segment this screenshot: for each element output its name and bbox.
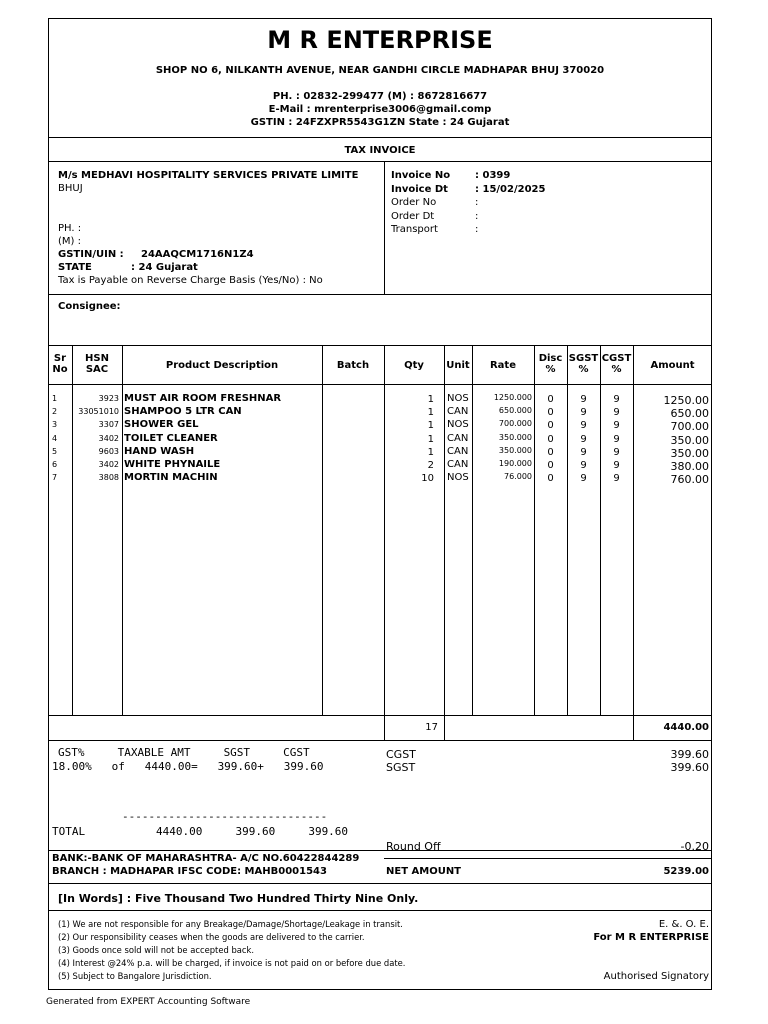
divider xyxy=(48,384,712,385)
row-qty: 10 xyxy=(421,473,434,485)
bank-line-2: BRANCH : MADHAPAR IFSC CODE: MAHB0001543 xyxy=(52,866,327,877)
col-amount: Amount xyxy=(650,360,695,371)
buyer-state-label: STATE xyxy=(58,262,92,273)
row-qty: 1 xyxy=(427,446,434,458)
gst-summary-dashes: ------------------------------- xyxy=(122,810,328,823)
invoice-info-value: : 0399 xyxy=(475,170,511,181)
row-description: SHAMPOO 5 LTR CAN xyxy=(124,406,242,418)
col-qty: Qty xyxy=(404,360,424,371)
divider xyxy=(384,858,712,859)
row-description: HAND WASH xyxy=(124,445,195,457)
term-item: (5) Subject to Bangalore Jurisdiction. xyxy=(58,971,212,981)
row-sgst: 9 xyxy=(580,420,587,432)
row-unit: NOS xyxy=(447,472,469,484)
doc-title: TAX INVOICE xyxy=(344,145,416,156)
total-qty: 17 xyxy=(425,722,438,733)
footer-note: Generated from EXPERT Accounting Software xyxy=(46,997,251,1007)
invoice-info-label: Order Dt xyxy=(391,210,435,222)
row-sgst: 9 xyxy=(580,394,587,405)
round-off-label: Round Off xyxy=(386,840,441,853)
row-description: WHITE PHYNAILE xyxy=(124,459,221,470)
divider xyxy=(48,137,712,138)
tax-line-value: 399.60 xyxy=(670,761,709,774)
buyer-phone: PH. : xyxy=(58,223,82,234)
row-disc: 0 xyxy=(547,473,554,485)
col-rate: Rate xyxy=(489,360,516,371)
row-amount: 1250.00 xyxy=(663,394,709,407)
row-sgst: 9 xyxy=(580,446,587,458)
row-rate: 76.000 xyxy=(504,472,532,482)
row-sr: 2 xyxy=(52,407,58,417)
row-sr: 5 xyxy=(52,446,58,456)
buyer-name: M/s MEDHAVI HOSPITALITY SERVICES PRIVATE LIMITE xyxy=(58,170,359,181)
row-rate: 700.000 xyxy=(498,419,532,429)
buyer-mobile: (M) : xyxy=(58,236,81,247)
row-hsn: 33051010 xyxy=(78,407,119,417)
invoice-frame xyxy=(48,18,712,990)
divider xyxy=(48,345,712,346)
row-disc: 0 xyxy=(547,420,554,432)
consignee-label: Consignee: xyxy=(58,301,121,312)
divider xyxy=(48,883,712,884)
invoice-info-value: : xyxy=(475,224,479,235)
row-qty: 2 xyxy=(427,460,434,471)
gst-summary-header: GST% TAXABLE AMT SGST CGST xyxy=(58,746,310,759)
company-gstin: GSTIN : 24FZXPR5543G1ZN State : 24 Gujarat xyxy=(250,117,510,128)
row-sgst: 9 xyxy=(580,407,587,419)
gst-summary-row: 18.00% of 4440.00= 399.60+ 399.60 xyxy=(52,760,324,773)
invoice-info-label: Invoice Dt xyxy=(391,183,448,195)
row-unit: NOS xyxy=(447,393,469,404)
col-description: Product Description xyxy=(165,360,279,371)
row-unit: CAN xyxy=(447,459,469,470)
buyer-gstin-value: 24AAQCM1716N1Z4 xyxy=(141,249,254,260)
row-qty: 1 xyxy=(427,394,434,405)
row-sr: 6 xyxy=(52,460,58,469)
row-description: TOILET CLEANER xyxy=(124,432,218,444)
invoice-info-label: Order No xyxy=(391,197,437,208)
invoice-info-value: : 15/02/2025 xyxy=(475,183,546,195)
company-address: SHOP NO 6, NILKANTH AVENUE, NEAR GANDHI CIRCLE MADHAPAR BHUJ 370020 xyxy=(155,65,605,76)
company-email: E-Mail : mrenterprise3006@gmail.comp xyxy=(268,104,492,115)
for-company: For M R ENTERPRISE xyxy=(593,932,709,943)
row-disc: 0 xyxy=(547,433,554,445)
row-sr: 3 xyxy=(52,420,58,430)
row-qty: 1 xyxy=(427,433,434,445)
row-qty: 1 xyxy=(427,420,434,432)
authorised-signatory: Authorised Signatory xyxy=(603,971,709,982)
row-hsn: 3307 xyxy=(98,420,119,430)
row-description: MUST AIR ROOM FRESHNAR xyxy=(124,393,282,404)
row-cgst: 9 xyxy=(613,394,620,405)
eoe-note: E. &. O. E. xyxy=(658,919,709,930)
row-unit: CAN xyxy=(447,406,469,418)
divider xyxy=(48,161,712,162)
row-disc: 0 xyxy=(547,446,554,458)
divider xyxy=(48,850,712,851)
term-item: (3) Goods once sold will not be accepted back. xyxy=(58,945,255,955)
round-off-value: -0.20 xyxy=(680,840,709,853)
row-cgst: 9 xyxy=(613,460,620,471)
row-unit: CAN xyxy=(447,445,469,457)
row-rate: 350.000 xyxy=(498,445,532,455)
row-amount: 380.00 xyxy=(670,460,709,473)
divider xyxy=(48,910,712,911)
col-unit: Unit xyxy=(446,360,470,371)
row-cgst: 9 xyxy=(613,473,620,485)
invoice-info-value: : xyxy=(475,197,479,208)
amount-in-words: [In Words] : Five Thousand Two Hundred Thirty Nine Only. xyxy=(58,892,419,905)
row-amount: 350.00 xyxy=(670,446,709,460)
divider xyxy=(48,294,712,295)
row-amount: 760.00 xyxy=(670,473,709,487)
row-disc: 0 xyxy=(547,394,554,405)
col-cgst: CGST % xyxy=(601,353,632,375)
tax-line-label: SGST xyxy=(386,761,416,774)
row-cgst: 9 xyxy=(613,446,620,458)
gst-total-values: 4440.00 399.60 399.60 xyxy=(156,825,349,838)
col-sgst: SGST % xyxy=(568,353,599,375)
divider xyxy=(384,161,385,294)
row-disc: 0 xyxy=(547,407,554,419)
row-rate: 1250.000 xyxy=(493,393,532,402)
row-rate: 190.000 xyxy=(498,459,532,468)
row-rate: 350.000 xyxy=(498,432,532,442)
col-hsn: HSN SAC xyxy=(85,353,109,375)
row-disc: 0 xyxy=(547,460,554,471)
reverse-charge: Tax is Payable on Reverse Charge Basis (Yes/No) : No xyxy=(58,275,323,286)
gst-total-label: TOTAL xyxy=(52,825,86,838)
row-cgst: 9 xyxy=(613,420,620,432)
buyer-state-value: : 24 Gujarat xyxy=(131,262,198,273)
row-rate: 650.000 xyxy=(498,406,532,416)
col-disc: Disc % xyxy=(538,353,563,375)
row-hsn: 9603 xyxy=(98,446,119,456)
row-sgst: 9 xyxy=(580,473,587,485)
invoice-info-label: Transport xyxy=(391,224,438,235)
term-item: (4) Interest @24% p.a. will be charged, if invoice is not paid on or before due date. xyxy=(58,958,406,968)
row-amount: 650.00 xyxy=(670,407,709,421)
company-phone: PH. : 02832-299477 (M) : 8672816677 xyxy=(272,91,488,102)
row-unit: CAN xyxy=(447,432,469,444)
row-unit: NOS xyxy=(447,419,469,431)
row-qty: 1 xyxy=(427,407,434,419)
company-name: M R ENTERPRISE xyxy=(267,26,493,54)
divider xyxy=(48,740,712,741)
total-amount: 4440.00 xyxy=(663,722,709,733)
net-amount-value: 5239.00 xyxy=(663,866,709,877)
row-sr: 1 xyxy=(52,394,58,403)
row-description: SHOWER GEL xyxy=(124,419,199,431)
bank-line-1: BANK:-BANK OF MAHARASHTRA- A/C NO.60422844289 xyxy=(52,853,360,864)
row-hsn: 3402 xyxy=(98,433,119,443)
row-sr: 7 xyxy=(52,473,58,483)
row-sr: 4 xyxy=(52,433,58,443)
row-amount: 700.00 xyxy=(670,420,709,434)
tax-line-value: 399.60 xyxy=(670,748,709,761)
row-amount: 350.00 xyxy=(670,433,709,447)
tax-line-label: CGST xyxy=(386,748,416,761)
row-description: MORTIN MACHIN xyxy=(124,472,218,484)
net-amount-label: NET AMOUNT xyxy=(386,866,462,877)
row-hsn: 3402 xyxy=(98,460,119,469)
divider xyxy=(48,715,712,716)
invoice-info-label: Invoice No xyxy=(391,170,451,181)
col-sr: Sr No xyxy=(52,353,68,375)
invoice-info-value: : xyxy=(475,210,479,222)
row-sgst: 9 xyxy=(580,460,587,471)
col-batch: Batch xyxy=(336,360,370,371)
buyer-gstin-label: GSTIN/UIN : xyxy=(58,249,124,260)
buyer-city: BHUJ xyxy=(58,183,83,194)
row-cgst: 9 xyxy=(613,407,620,419)
term-item: (1) We are not responsible for any Breakage/Damage/Shortage/Leakage in transit. xyxy=(58,919,403,929)
row-hsn: 3923 xyxy=(98,394,119,403)
row-cgst: 9 xyxy=(613,433,620,445)
row-sgst: 9 xyxy=(580,433,587,445)
row-hsn: 3808 xyxy=(98,473,119,483)
term-item: (2) Our responsibility ceases when the goods are delivered to the carrier. xyxy=(58,932,365,942)
